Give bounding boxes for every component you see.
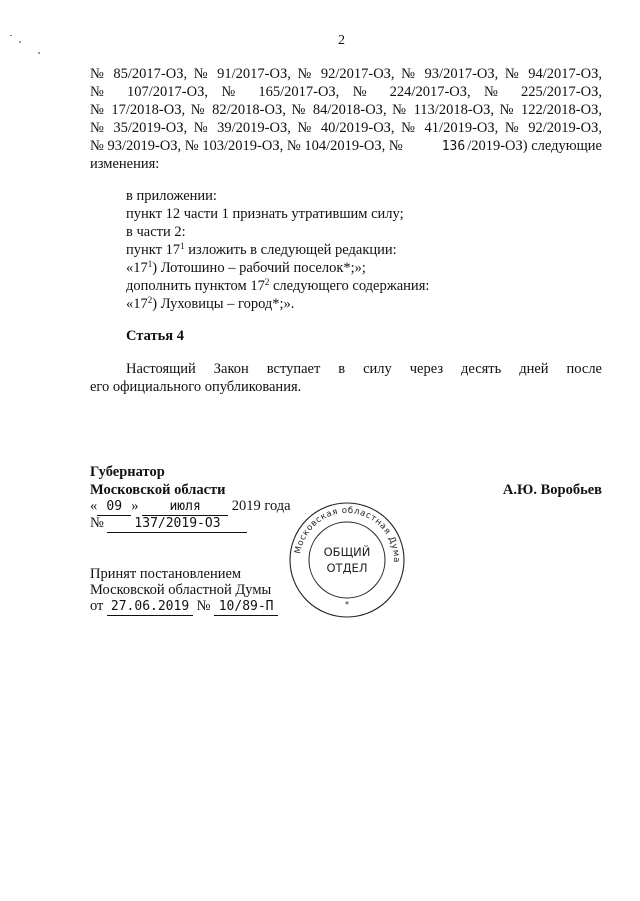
article-text: Настоящий Закон вступает в силу через десять дней после: [126, 361, 602, 377]
amendment-line: «$17^1$) Лотошино – рабочий поселок*;»;: [126, 259, 366, 276]
amendment-line: дополнить пунктом $17^2$ следующего содержания:: [126, 277, 430, 294]
signatory-region: Московской области: [90, 482, 226, 498]
amendment-line: пункт 12 части 1 признать утратившим силу;: [126, 206, 404, 222]
article-heading: Статья 4: [126, 328, 184, 344]
stamp-center-line2: ОТДЕЛ: [326, 561, 368, 575]
body-line: № 107/2017-ОЗ, № 165/2017-ОЗ, № 224/2017-ОЗ, № 225/2017-ОЗ,: [90, 84, 602, 100]
adoption-number: 10/89-П: [214, 599, 278, 616]
official-stamp: [287, 500, 407, 620]
signing-date: « 09 » июля 2019 года: [90, 498, 291, 514]
scan-speck: [38, 52, 40, 54]
article-text: его официального опубликования.: [90, 379, 302, 395]
body-line-end: 136 /2019-ОЗ) следующие: [441, 138, 602, 154]
adoption-date-number: от 27.06.2019 № 10/89-П: [90, 598, 278, 616]
signing-month: июля: [142, 499, 228, 516]
law-number-value: 137/2019-ОЗ: [107, 516, 247, 533]
stamp-inner-ring: [309, 522, 385, 598]
body-line-start: № 93/2019-ОЗ, № 103/2019-ОЗ, № 104/2019-ОЗ, №: [90, 138, 403, 154]
amendment-line: «$17^2$) Луховицы – город*;».: [126, 295, 295, 312]
signatory-name: А.Ю. Воробьев: [502, 482, 602, 498]
scan-speck: [19, 41, 21, 43]
page-number: 2: [338, 33, 345, 48]
scan-speck: [10, 35, 12, 36]
handwritten-law-number: 136: [441, 139, 466, 154]
stamp-ring-text: Московская областная Дума: [293, 505, 402, 563]
amendment-line: в приложении:: [126, 188, 217, 204]
body-line: изменения:: [90, 156, 160, 172]
body-line: № 17/2018-ОЗ, № 82/2018-ОЗ, № 84/2018-ОЗ, № 113/2018-ОЗ, № 122/2018-ОЗ,: [90, 102, 602, 118]
stamp-star-icon: *: [345, 600, 349, 609]
amendment-line: пункт $17^1$ изложить в следующей редакции:: [126, 241, 397, 258]
body-line: № 85/2017-ОЗ, № 91/2017-ОЗ, № 92/2017-ОЗ, № 93/2017-ОЗ, № 94/2017-ОЗ,: [90, 66, 602, 82]
stamp-center-line1: ОБЩИЙ: [323, 545, 371, 559]
body-line: № 35/2019-ОЗ, № 39/2019-ОЗ, № 40/2019-ОЗ, № 41/2019-ОЗ, № 92/2019-ОЗ,: [90, 120, 602, 136]
body-line: [90, 138, 602, 155]
law-number: № 137/2019-ОЗ: [90, 515, 247, 533]
signing-day: 09: [97, 499, 131, 516]
amendment-line: в части 2:: [126, 224, 186, 240]
signatory-title: Губернатор: [90, 464, 165, 480]
adoption-date: 27.06.2019: [107, 599, 193, 616]
adoption-line: Принят постановлением: [90, 566, 242, 582]
adoption-line: Московской областной Думы: [90, 582, 272, 598]
